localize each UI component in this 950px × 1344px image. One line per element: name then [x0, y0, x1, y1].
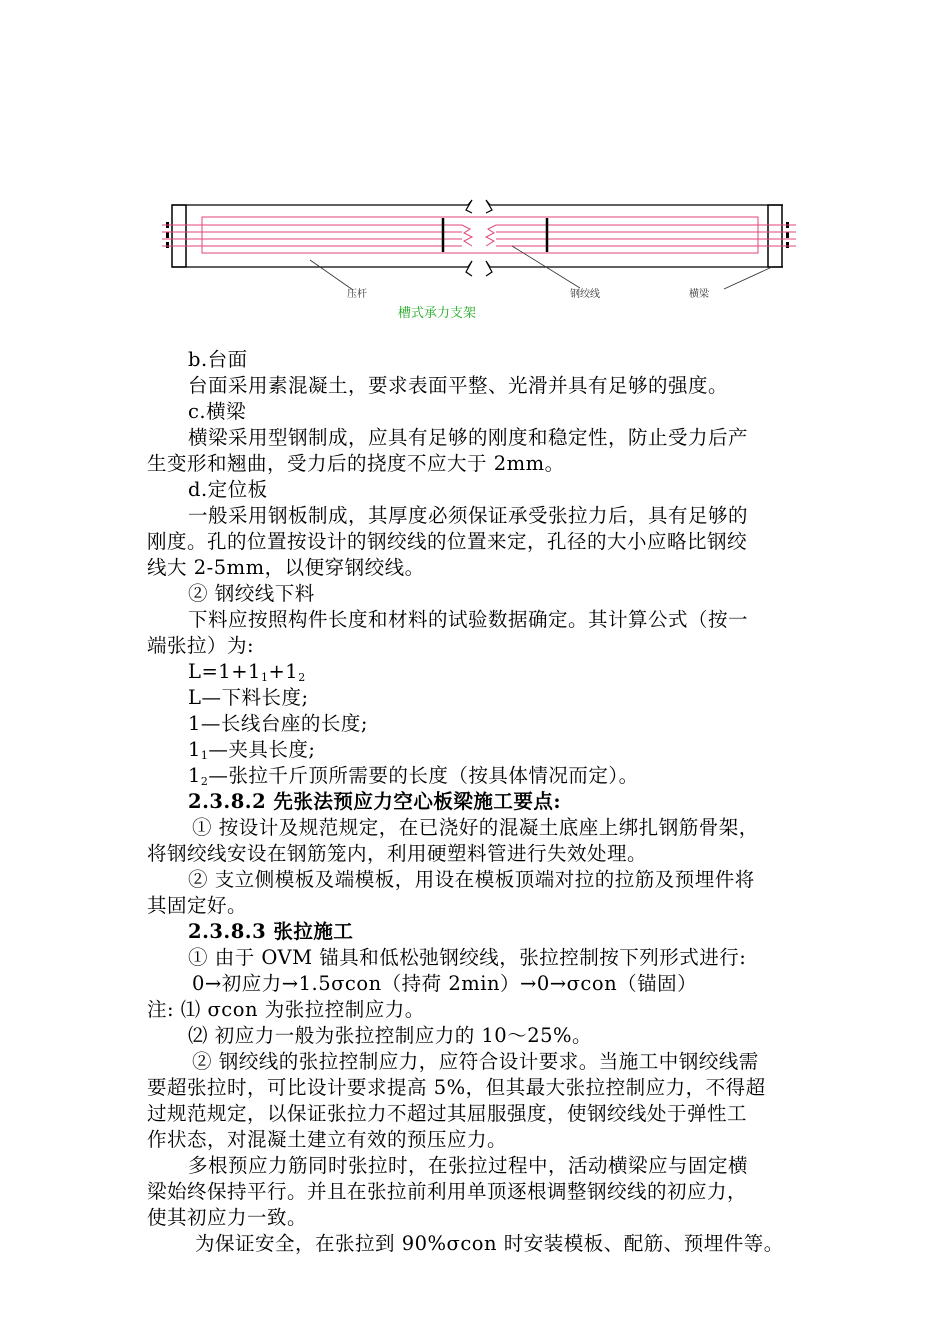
frame-diagram [150, 188, 810, 328]
paragraph-line: 其固定好。 [147, 894, 248, 917]
beam-label: 横梁 [689, 289, 709, 300]
press-rod-label: 压杆 [347, 289, 367, 300]
paragraph-line: ① 按设计及规范规定，在已浇好的混凝土底座上绑扎钢筋骨架， [192, 816, 759, 839]
definition-text: —张拉千斤顶所需要的长度（按具体情况而定）。 [208, 764, 639, 787]
paragraph-line: 横梁采用型钢制成，应具有足够的刚度和稳定性，防止受力后产 [188, 426, 749, 449]
note-line: 注: ⑴ σcon 为张拉控制应力。 [147, 998, 425, 1021]
anchors [166, 222, 789, 248]
paragraph-line: ① 由于 OVM 锚具和低松弛钢绞线，张拉控制按下列形式进行: [188, 946, 747, 969]
definition-line [188, 763, 639, 789]
frame-outline [172, 200, 783, 276]
figure-caption: 槽式承力支架 [398, 306, 477, 321]
paragraph-line: 一般采用钢板制成，其厚度必须保证承受张拉力后，具有足够的 [188, 504, 749, 527]
symbol: 1 [188, 738, 201, 761]
paragraph-line: 台面采用素混凝土，要求表面平整、光滑并具有足够的强度。 [188, 374, 729, 397]
paragraph-line: 使其初应力一致。 [147, 1206, 308, 1229]
process-line: 0→初应力→1.5σcon（持荷 2min）→0→σcon（锚固） [192, 972, 698, 995]
formula-mid: +1 [268, 660, 299, 683]
paragraph-line: 线大 2-5mm，以便穿钢绞线。 [147, 556, 425, 579]
paragraph-line: 生变形和翘曲，受力后的挠度不应大于 2mm。 [147, 452, 565, 475]
formula-main: L=1+1 [188, 660, 261, 683]
symbol-sub: 2 [200, 775, 209, 788]
item-heading: ② 钢绞线下料 [188, 582, 315, 605]
section-heading: 2.3.8.2 先张法预应力空心板梁施工要点: [188, 790, 562, 813]
paragraph-line: 作状态，对混凝土建立有效的预压应力。 [147, 1128, 508, 1151]
heading-b: b.台面 [188, 348, 248, 371]
note-line: ⑵ 初应力一般为张拉控制应力的 10～25%。 [188, 1024, 593, 1047]
formula-sub: 1 [260, 671, 269, 684]
symbol: 1 [188, 764, 201, 787]
paragraph-line: 过规范规定，以保证张拉力不超过其屈服强度，使钢绞线处于弹性工 [147, 1102, 748, 1125]
paragraph-line: ② 钢绞线的张拉控制应力，应符合设计要求。当施工中钢绞线需 [192, 1050, 759, 1073]
paragraph-line: ② 支立侧模板及端模板，用设在模板顶端对拉的拉筋及预埋件将 [188, 868, 755, 891]
paragraph-line: 下料应按照构件长度和材料的试验数据确定。其计算公式（按一 [188, 608, 749, 631]
definition-text: —夹具长度; [208, 738, 316, 761]
strands [162, 217, 796, 253]
paragraph-line: 要超张拉时，可比设计要求提高 5%，但其最大张拉控制应力，不得超 [147, 1076, 766, 1099]
frame-diagram-svg [150, 188, 810, 328]
heading-c: c.横梁 [188, 400, 247, 423]
definition-line: L—下料长度; [188, 686, 309, 709]
paragraph-line: 为保证安全，在张拉到 90%σcon 时安装模板、配筋、预埋件等。 [195, 1232, 784, 1255]
symbol-sub: 1 [200, 749, 209, 762]
formula [188, 659, 306, 685]
heading-d: d.定位板 [188, 478, 268, 501]
formula-sub: 2 [298, 671, 306, 684]
section-heading: 2.3.8.3 张拉施工 [188, 920, 354, 943]
paragraph-line: 将钢绞线安设在钢筋笼内，利用硬塑料管进行失效处理。 [147, 842, 648, 865]
definition-line [188, 737, 316, 763]
strand-label: 钢绞线 [570, 289, 600, 300]
end-beams [172, 205, 782, 267]
press-rods [443, 218, 547, 252]
paragraph-line: 多根预应力筋同时张拉时，在张拉过程中，活动横梁应与固定横 [188, 1154, 749, 1177]
definition-line: 1—长线台座的长度; [188, 712, 368, 735]
paragraph-line: 梁始终保持平行。并且在张拉前利用单顶逐根调整钢绞线的初应力， [147, 1180, 748, 1203]
paragraph-line: 端张拉）为: [147, 634, 255, 657]
paragraph-line: 刚度。孔的位置按设计的钢绞线的位置来定，孔径的大小应略比钢绞 [147, 530, 748, 553]
